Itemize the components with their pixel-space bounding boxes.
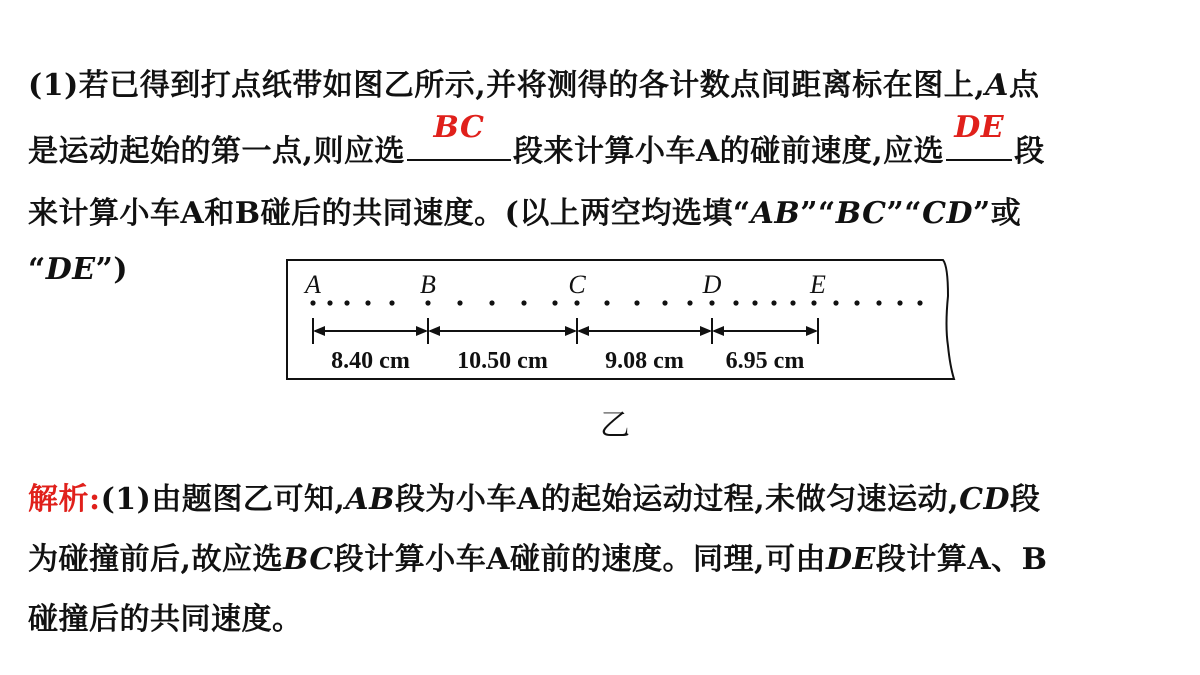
solution-text: 段为小车A的起始运动过程,未做匀速运动, xyxy=(394,482,960,517)
segment-cd: CD xyxy=(959,482,1011,517)
tape-dot xyxy=(897,300,902,305)
tape-dot xyxy=(552,300,557,305)
question-text: 段 xyxy=(1014,134,1045,169)
tape-dot xyxy=(662,300,667,305)
solution-label: 解析: xyxy=(28,482,101,517)
point-label-a: A xyxy=(305,270,321,299)
tape-dot xyxy=(604,300,609,305)
answer-2: DE xyxy=(954,110,1005,145)
tape-dot xyxy=(327,300,332,305)
arrow-head xyxy=(700,326,712,336)
option-bc: BC xyxy=(835,196,887,231)
tape-figure xyxy=(280,256,980,386)
point-label-e: E xyxy=(810,270,826,299)
point-label-b: B xyxy=(420,270,436,299)
question-text: ”或 xyxy=(972,196,1022,231)
answer-1: BC xyxy=(433,110,485,145)
solution-text: 碰撞后的共同速度。 xyxy=(28,602,303,637)
question-text: 是运动起始的第一点,则应选 xyxy=(28,134,405,169)
question-line-3 xyxy=(28,188,1021,232)
tape-dot xyxy=(752,300,757,305)
point-label-c: C xyxy=(568,270,586,299)
option-de: DE xyxy=(45,252,96,287)
tape-dot xyxy=(389,300,394,305)
tape-dot xyxy=(790,300,795,305)
point-label-d: D xyxy=(702,270,722,299)
solution-text: 为碰撞前后,故应选 xyxy=(28,542,283,577)
arrow-head xyxy=(806,326,818,336)
distance-label: 10.50 cm xyxy=(457,348,548,374)
segment-ab: AB xyxy=(345,482,395,517)
distance-label: 9.08 cm xyxy=(605,348,684,374)
solution-text: 段计算A、B xyxy=(875,542,1048,577)
segment-bc: BC xyxy=(282,542,334,577)
tape-dot xyxy=(733,300,738,305)
arrow-head xyxy=(416,326,428,336)
point-labels xyxy=(303,270,826,299)
distance-markers xyxy=(313,318,818,374)
tape-dot xyxy=(425,300,430,305)
distance-label: 8.40 cm xyxy=(331,348,410,374)
arrow-head xyxy=(313,326,325,336)
tape-dot xyxy=(876,300,881,305)
option-ab: AB xyxy=(750,196,801,231)
solution-text: (1)由题图乙可知, xyxy=(100,482,346,517)
quote-mark: “ xyxy=(28,252,46,287)
arrow-head xyxy=(565,326,577,336)
question-text: 段来计算小车A的碰前速度,应选 xyxy=(512,134,945,169)
quote-mark: ”“ xyxy=(886,196,923,231)
tape-dot xyxy=(365,300,370,305)
segment-de: DE xyxy=(825,542,876,577)
question-text: 来计算小车A和B碰后的共同速度。(以上两空均选填“ xyxy=(28,196,751,231)
point-a-label: A xyxy=(985,68,1009,103)
tape-dot xyxy=(634,300,639,305)
tape-dot xyxy=(833,300,838,305)
tape-dot xyxy=(521,300,526,305)
tape-dot xyxy=(709,300,714,305)
solution-text: 段 xyxy=(1010,482,1041,517)
question-line-4 xyxy=(28,252,128,287)
arrow-head xyxy=(712,326,724,336)
question-line-2 xyxy=(28,110,1045,170)
option-cd: CD xyxy=(922,196,973,231)
tape-dot xyxy=(687,300,692,305)
tape-dot xyxy=(344,300,349,305)
tape-dots xyxy=(310,300,922,305)
question-text: (1)若已得到打点纸带如图乙所示,并将测得的各计数点间距离标在图上, xyxy=(28,68,986,103)
tape-dot xyxy=(917,300,922,305)
tape-dot xyxy=(574,300,579,305)
quote-mark: ”“ xyxy=(800,196,836,231)
solution-line-1 xyxy=(28,474,1041,518)
tape-dot xyxy=(489,300,494,305)
figure-caption: 乙 xyxy=(600,408,630,443)
tape-dot xyxy=(854,300,859,305)
distance-label: 6.95 cm xyxy=(725,348,805,374)
arrow-head xyxy=(577,326,589,336)
tape-dot xyxy=(811,300,816,305)
solution-line-2 xyxy=(28,534,1048,578)
quote-mark: ”) xyxy=(95,252,129,287)
tape-dot xyxy=(457,300,462,305)
solution-text: 段计算小车A碰前的速度。同理,可由 xyxy=(333,542,826,577)
solution-line-3 xyxy=(28,594,303,638)
question-text: 点 xyxy=(1008,68,1040,103)
answer-blank-1 xyxy=(407,110,511,161)
arrow-head xyxy=(428,326,440,336)
answer-blank-2 xyxy=(946,110,1012,161)
question-line-1 xyxy=(28,60,1039,104)
tape-dot xyxy=(310,300,315,305)
tape-dot xyxy=(771,300,776,305)
